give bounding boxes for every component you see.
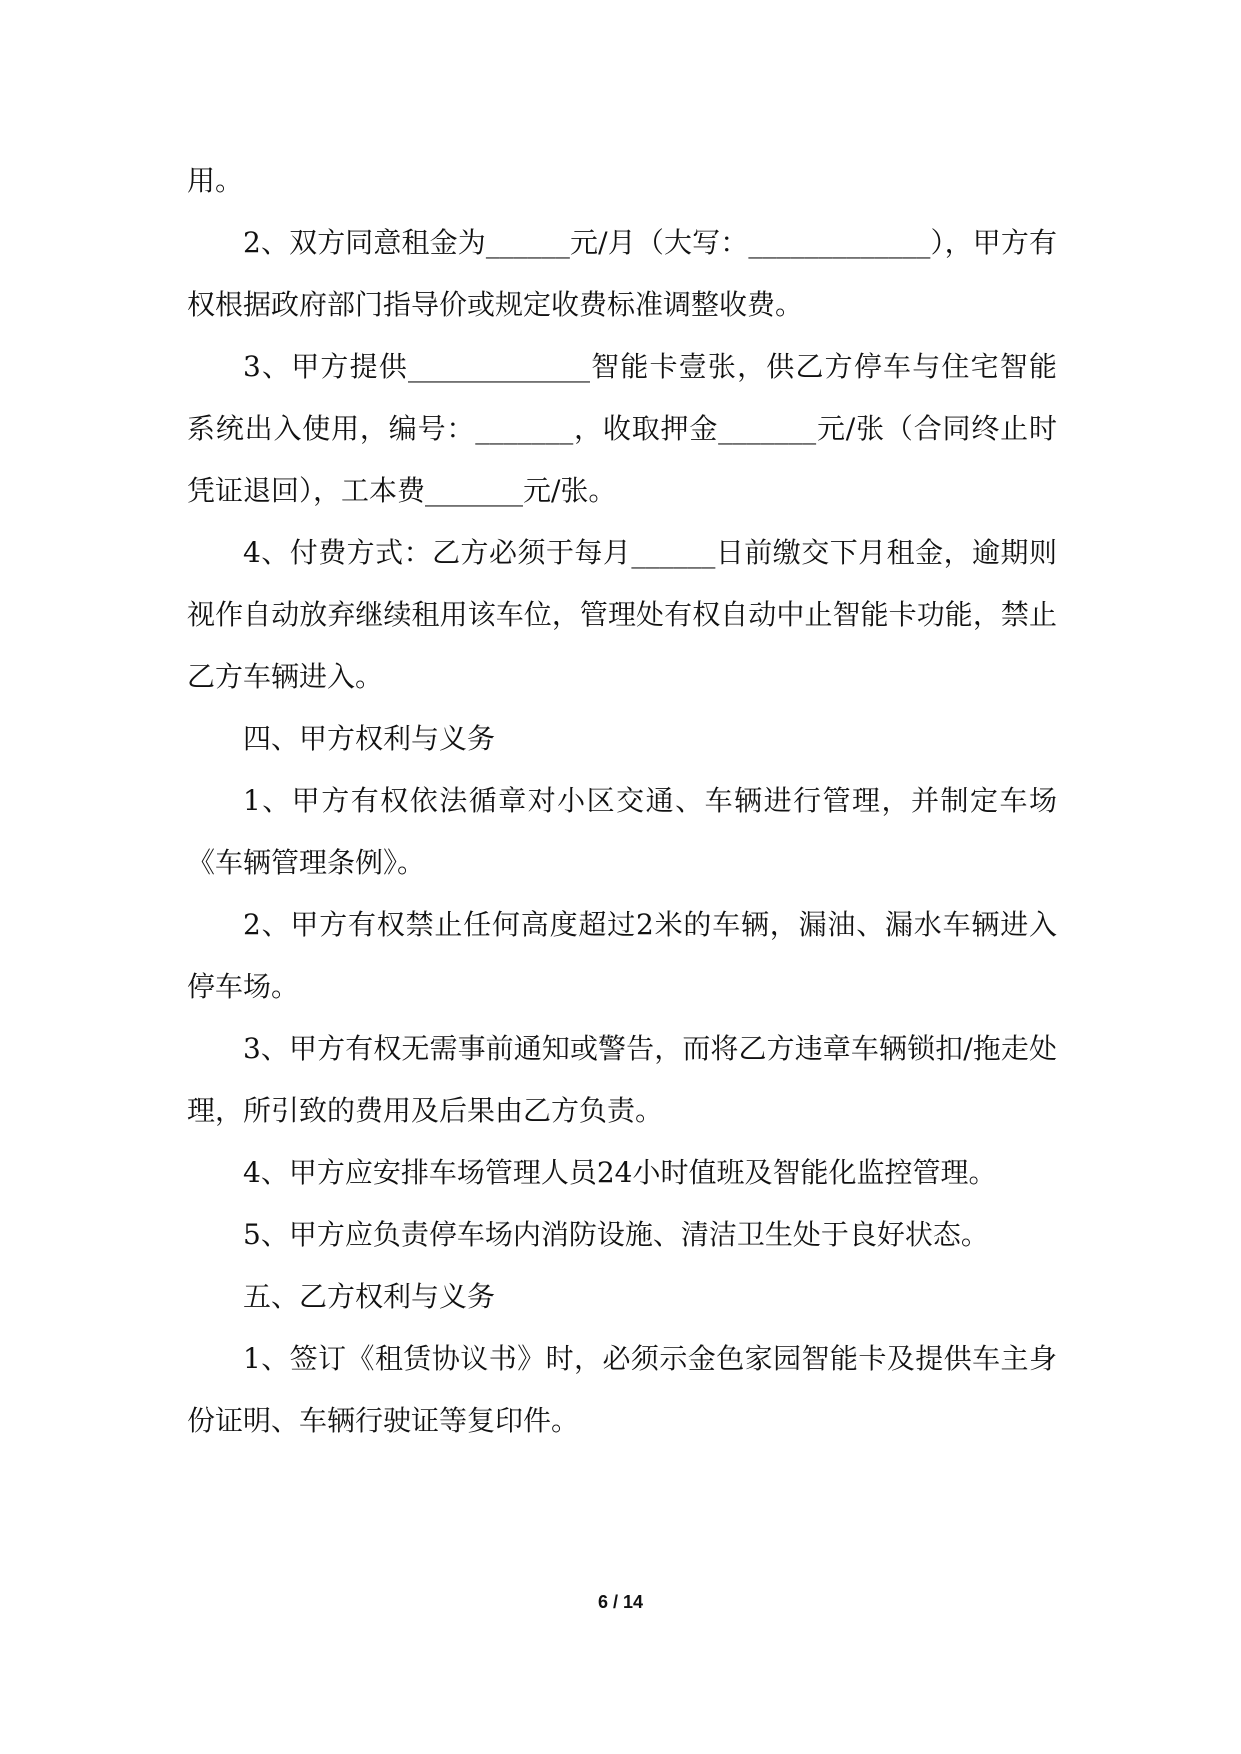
paragraph-party-b-item-1: 1、签订《租赁协议书》时，必须示金色家园智能卡及提供车主身份证明、车辆行驶证等复印件。 (187, 1342, 1057, 1437)
heading-party-b-rights: 五、乙方权利与义务 (243, 1280, 496, 1313)
heading-party-a-rights: 四、甲方权利与义务 (243, 722, 496, 755)
page-number: 6 / 14 (597, 1592, 644, 1612)
paragraph-party-a-item-4: 4、甲方应安排车场管理人员24小时值班及智能化监控管理。 (243, 1156, 997, 1189)
paragraph-party-a-item-2: 2、甲方有权禁止任何高度超过2米的车辆，漏油、漏水车辆进入停车场。 (187, 908, 1057, 1003)
paragraph-party-a-item-3: 3、甲方有权无需事前通知或警告，而将乙方违章车辆锁扣/拖走处理，所引致的费用及后果由乙方负责。 (187, 1032, 1057, 1127)
paragraph-smart-card: 3、甲方提供_____________智能卡壹张，供乙方停车与住宅智能系统出入使用，编号：_______，收取押金_______元/张（合同终止时凭证退回），工本费_______元/张。 (187, 350, 1057, 507)
paragraph-continuation: 用。 (187, 164, 244, 197)
paragraph-party-a-item-5: 5、甲方应负责停车场内消防设施、清洁卫生处于良好状态。 (243, 1218, 989, 1251)
paragraph-party-a-item-1: 1、甲方有权依法循章对小区交通、车辆进行管理，并制定车场《车辆管理条例》。 (187, 784, 1057, 879)
paragraph-payment-method: 4、付费方式：乙方必须于每月______日前缴交下月租金，逾期则视作自动放弃继续租用该车位，管理处有权自动中止智能卡功能，禁止乙方车辆进入。 (187, 536, 1057, 693)
paragraph-rent-amount: 2、双方同意租金为______元/月（大写：_____________），甲方有权根据政府部门指导价或规定收费标准调整收费。 (187, 226, 1057, 321)
document-body (187, 150, 1057, 1452)
